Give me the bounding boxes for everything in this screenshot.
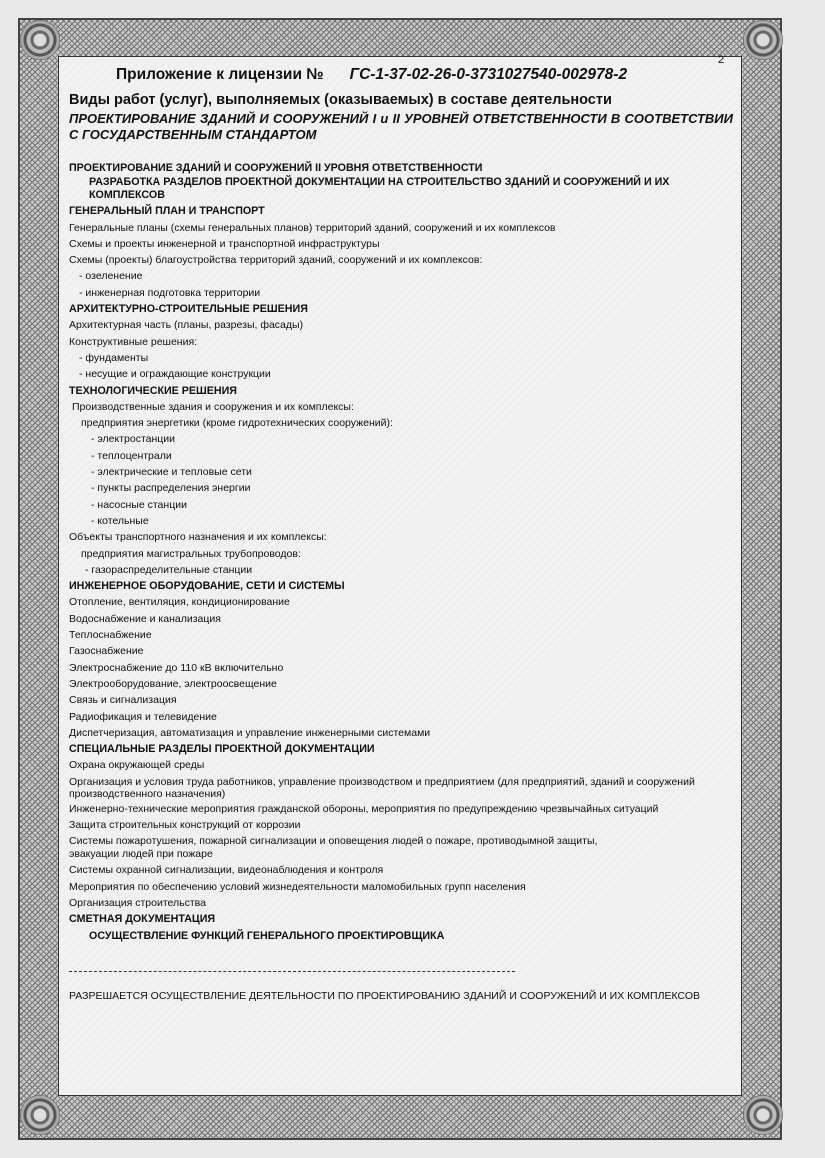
- level-heading: ПРОЕКТИРОВАНИЕ ЗДАНИЙ И СООРУЖЕНИЙ II УРОВНЯ ОТВЕТСТВЕННОСТИ: [69, 162, 483, 174]
- list-item: Системы пожаротушения, пожарной сигнализации и оповещения людей о пожаре, противодымной защиты, эвакуации людей при пожаре: [69, 835, 598, 860]
- section-heading: ТЕХНОЛОГИЧЕСКИЕ РЕШЕНИЯ: [69, 384, 237, 397]
- list-item: Диспетчеризация, автоматизация и управление инженерными системами: [69, 726, 431, 739]
- list-item: Газоснабжение: [69, 645, 144, 658]
- list-item: Генеральные планы (схемы генеральных планов) территорий зданий, сооружений и их комплексов: [69, 221, 556, 234]
- list-item: Радиофикация и телевидение: [69, 710, 217, 723]
- list-item: Организация строительства: [69, 897, 206, 910]
- list-item: Водоснабжение и канализация: [69, 612, 221, 625]
- section-heading: АРХИТЕКТУРНО-СТРОИТЕЛЬНЫЕ РЕШЕНИЯ: [69, 303, 308, 316]
- list-item: - котельные: [91, 514, 149, 527]
- page-number: 2: [718, 54, 725, 66]
- list-item: - теплоцентрали: [91, 449, 172, 462]
- list-item: - электрические и тепловые сети: [91, 466, 252, 479]
- license-number: ГС-1-37-02-26-0-3731027540-002978-2: [349, 66, 628, 83]
- list-item: - насосные станции: [91, 498, 187, 511]
- section-heading: ОСУЩЕСТВЛЕНИЕ ФУНКЦИЙ ГЕНЕРАЛЬНОГО ПРОЕКТИРОВЩИКА: [89, 929, 445, 942]
- list-item: - озеленение: [79, 270, 143, 283]
- list-item: - газораспределительные станции: [85, 563, 253, 576]
- list-item: Схемы (проекты) благоустройства территорий зданий, сооружений и их комплексов:: [69, 254, 483, 267]
- list-item: Производственные здания и сооружения и их комплексы:: [72, 400, 354, 413]
- section-heading: ГЕНЕРАЛЬНЫЙ ПЛАН И ТРАНСПОРТ: [69, 205, 265, 218]
- activity-scope: ПРОЕКТИРОВАНИЕ ЗДАНИЙ И СООРУЖЕНИЙ I и II УРОВНЕЙ ОТВЕТСТВЕННОСТИ В СООТВЕТСТВИИ С ГОСУДАРСТВЕННЫМ СТАНДАРТОМ: [69, 111, 733, 142]
- list-item: Отопление, вентиляция, кондиционирование: [69, 596, 290, 609]
- list-item: Конструктивные решения:: [69, 335, 198, 348]
- list-item: Инженерно-технические мероприятия гражданской обороны, мероприятия по предупреждению чрезвычайных ситуаций: [69, 802, 659, 815]
- list-item: Организация и условия труда работников, управление производством и предприятием (для предприятий, зданий и сооружений производственного назначения): [69, 775, 695, 801]
- list-item: Связь и сигнализация: [69, 694, 177, 707]
- list-item: Системы охранной сигнализации, видеонаблюдения и контроля: [69, 864, 384, 877]
- section-heading: СМЕТНАЯ ДОКУМЕНТАЦИЯ: [69, 913, 216, 926]
- license-appendix-title: [116, 66, 627, 84]
- title-label: Приложение к лицензии №: [116, 66, 324, 83]
- section-heading: СПЕЦИАЛЬНЫЕ РАЗДЕЛЫ ПРОЕКТНОЙ ДОКУМЕНТАЦИИ: [69, 743, 375, 756]
- list-item: - пункты распределения энергии: [91, 482, 251, 495]
- list-item: Электрооборудование, электроосвещение: [69, 677, 277, 690]
- list-item: - инженерная подготовка территории: [79, 286, 261, 299]
- list-item: Архитектурная часть (планы, разрезы, фасады): [69, 319, 304, 332]
- list-item: предприятия магистральных трубопроводов:: [81, 547, 301, 560]
- corner-rosette: [20, 20, 60, 60]
- list-item: Объекты транспортного назначения и их комплексы:: [69, 531, 327, 544]
- corner-rosette: [743, 1095, 783, 1135]
- section-heading: РАЗРАБОТКА РАЗДЕЛОВ ПРОЕКТНОЙ ДОКУМЕНТАЦИИ НА СТРОИТЕЛЬСТВО ЗДАНИЙ И СООРУЖЕНИЙ И ИХ КОМПЛЕКСОВ: [89, 176, 670, 201]
- list-item: - фундаменты: [79, 351, 149, 364]
- section-heading: ИНЖЕНЕРНОЕ ОБОРУДОВАНИЕ, СЕТИ И СИСТЕМЫ: [69, 580, 345, 593]
- list-item: предприятия энергетики (кроме гидротехнических сооружений):: [81, 417, 393, 430]
- works-list: [69, 160, 733, 944]
- dashed-separator: [69, 971, 515, 972]
- list-item: Мероприятия по обеспечению условий жизнедеятельности маломобильных групп населения: [69, 880, 526, 893]
- permission-note: РАЗРЕШАЕТСЯ ОСУЩЕСТВЛЕНИЕ ДЕЯТЕЛЬНОСТИ ПО ПРОЕКТИРОВАНИЮ ЗДАНИЙ И СООРУЖЕНИЙ И ИХ КОМПЛЕКСОВ: [69, 990, 701, 1002]
- list-item: Защита строительных конструкций от коррозии: [69, 819, 301, 832]
- list-item: - электростанции: [91, 433, 176, 446]
- list-item: Теплоснабжение: [69, 629, 152, 642]
- corner-rosette: [743, 20, 783, 60]
- list-item: - несущие и ограждающие конструкции: [79, 368, 271, 381]
- list-item: Схемы и проекты инженерной и транспортной инфраструктуры: [69, 237, 380, 250]
- works-subtitle: Виды работ (услуг), выполняемых (оказываемых) в составе деятельности: [69, 92, 612, 108]
- list-item: Электроснабжение до 110 кВ включительно: [69, 661, 284, 674]
- corner-rosette: [20, 1095, 60, 1135]
- list-item: Охрана окружающей среды: [69, 759, 205, 772]
